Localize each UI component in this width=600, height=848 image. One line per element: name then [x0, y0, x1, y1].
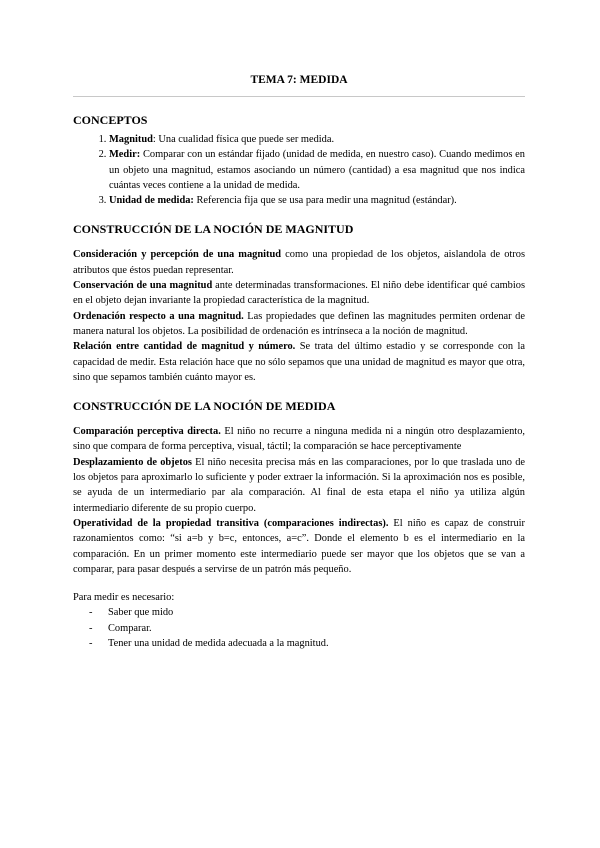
magnitud-paragraph	[73, 278, 525, 309]
medida-intro: Para medir es necesario:	[73, 592, 175, 604]
medida-paragraph	[73, 516, 525, 577]
document-title: TEMA 7: MEDIDA	[250, 74, 348, 86]
concepto-text: Referencia fija que se usa para medir una magnitud (estándar).	[193, 195, 457, 207]
paragraph-text: ante determinadas transformaciones. El niño debe identificar qué cambios en el objeto dejan invariante la propiedad característica de la magnitud.	[73, 280, 526, 307]
requisitos-list	[73, 605, 525, 651]
document-page	[73, 74, 525, 651]
paragraph-term: Desplazamiento de objetos	[73, 456, 192, 468]
conceptos-heading: CONCEPTOS	[73, 113, 148, 127]
medida-heading: CONSTRUCCIÓN DE LA NOCIÓN DE MEDIDA	[73, 399, 336, 414]
paragraph-term: Relación entre cantidad de magnitud y número.	[73, 341, 296, 353]
paragraph-term: Consideración y percepción de una magnitud	[73, 249, 282, 261]
magnitud-heading: CONSTRUCCIÓN DE LA NOCIÓN DE MAGNITUD	[73, 222, 354, 237]
magnitud-paragraph	[73, 339, 525, 385]
paragraph-text: El niño es capaz de construir razonamientos como: “si a=b y b=c, entonces, a=c”. Donde el elemento b es el intermediario en la comparación. En un primer momento este intermediario puede ser mayor que los objetos que se van a comparar, para pasar después a servirse de un patrón más pequeño.	[73, 517, 525, 575]
magnitud-paragraph	[73, 247, 525, 278]
magnitud-paragraph	[73, 309, 525, 340]
concepto-term: Magnitud	[109, 134, 153, 145]
paragraph-text: como una propiedad de los objetos, aislandola de otros atributos que éstos puedan representar.	[73, 249, 525, 276]
list-item: - Saber que mido	[89, 605, 525, 620]
concepto-term: Medir:	[109, 149, 141, 161]
paragraph-text: Las propiedades que definen las magnitudes permiten ordenar de manera natural los objetos. La posibilidad de ordenación es intrínseca a la noción de magnitud.	[73, 310, 525, 337]
concepto-item-unidad	[109, 193, 525, 208]
concepto-item-medir	[109, 147, 525, 193]
paragraph-term: Operatividad de la propiedad transitiva (comparaciones indirectas).	[73, 517, 389, 529]
paragraph-term: Ordenación respecto a una magnitud.	[73, 310, 244, 322]
concepto-term: Unidad de medida:	[109, 195, 194, 207]
paragraph-term: Comparación perceptiva directa.	[73, 426, 221, 438]
medida-paragraph	[73, 424, 525, 455]
list-item: - Comparar.	[89, 621, 525, 636]
concepto-text: Comparar con un estándar fijado (unidad de medida, en nuestro caso). Cuando medimos en un objeto una magnitud, estamos asociando un número (cantidad) a esa magnitud que nos indica cuántas veces contiene a la unidad de medida.	[109, 149, 525, 191]
paragraph-text: Se trata del último estadio y se corresponde con la capacidad de medir. Esta relación hace que no sólo sepamos que una unidad de magnitud es mayor que otra, sino que sepamos también cuánto mayor es.	[73, 341, 526, 383]
concepto-text: : Una cualidad física que puede ser medida.	[152, 134, 335, 145]
list-item: - Tener una unidad de medida adecuada a la magnitud.	[89, 636, 525, 651]
concepto-item-magnitud	[109, 132, 525, 147]
title-divider	[73, 96, 525, 97]
conceptos-list	[73, 132, 525, 208]
spacer	[73, 577, 525, 590]
paragraph-text: El niño no recurre a ninguna medida ni a ningún otro desplazamiento, sino que compara de forma perceptiva, visual, táctil; la comparación se hace perceptivamente	[73, 426, 525, 453]
medida-paragraph	[73, 455, 525, 516]
paragraph-text: El niño necesita precisa más en las comparaciones, por lo que traslada uno de los objetos para aproximarlo lo suficiente y poder extraer la información. Si la aproximación nos es posible, se ayuda de un intermediario par ala comparación. Al final de esta etapa el niño ya utiliza algún intermediario diferente de su propio cuerpo.	[73, 456, 526, 514]
paragraph-term: Conservación de una magnitud	[73, 280, 213, 292]
